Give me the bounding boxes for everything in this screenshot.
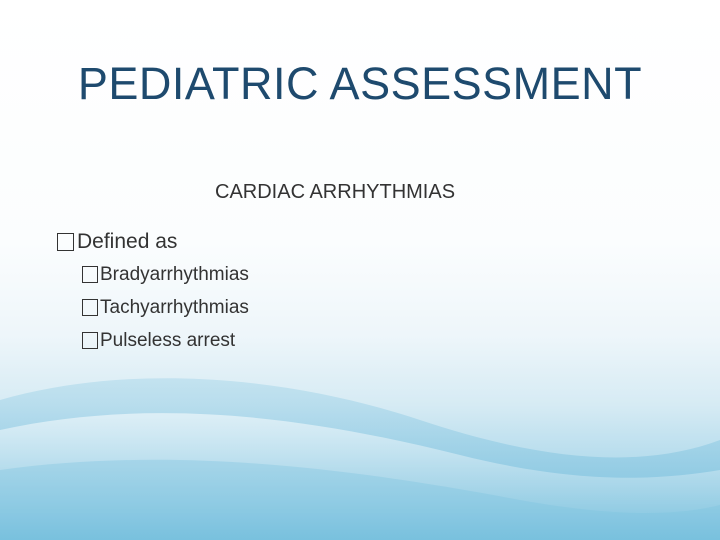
sub-bullet-tachyarrhythmias bbox=[82, 291, 249, 324]
bullet-list bbox=[57, 229, 249, 357]
square-bullet-icon bbox=[82, 299, 98, 316]
sub-bullet-text: Bradyarrhythmias bbox=[100, 263, 249, 285]
sub-bullet-bradyarrhythmias bbox=[82, 258, 249, 291]
sub-bullet-pulseless-arrest bbox=[82, 324, 249, 357]
bullet-text: Defined as bbox=[77, 230, 178, 253]
sub-bullet-text: Pulseless arrest bbox=[100, 329, 236, 351]
slide-subtitle: CARDIAC ARRHYTHMIAS bbox=[215, 181, 456, 203]
slide-title: PEDIATRIC ASSESSMENT bbox=[77, 58, 643, 109]
square-bullet-icon bbox=[82, 332, 98, 349]
square-bullet-icon bbox=[82, 266, 98, 283]
sub-bullet-text: Tachyarrhythmias bbox=[100, 296, 249, 318]
square-bullet-icon bbox=[57, 233, 74, 251]
bullet-defined-as bbox=[57, 229, 249, 255]
